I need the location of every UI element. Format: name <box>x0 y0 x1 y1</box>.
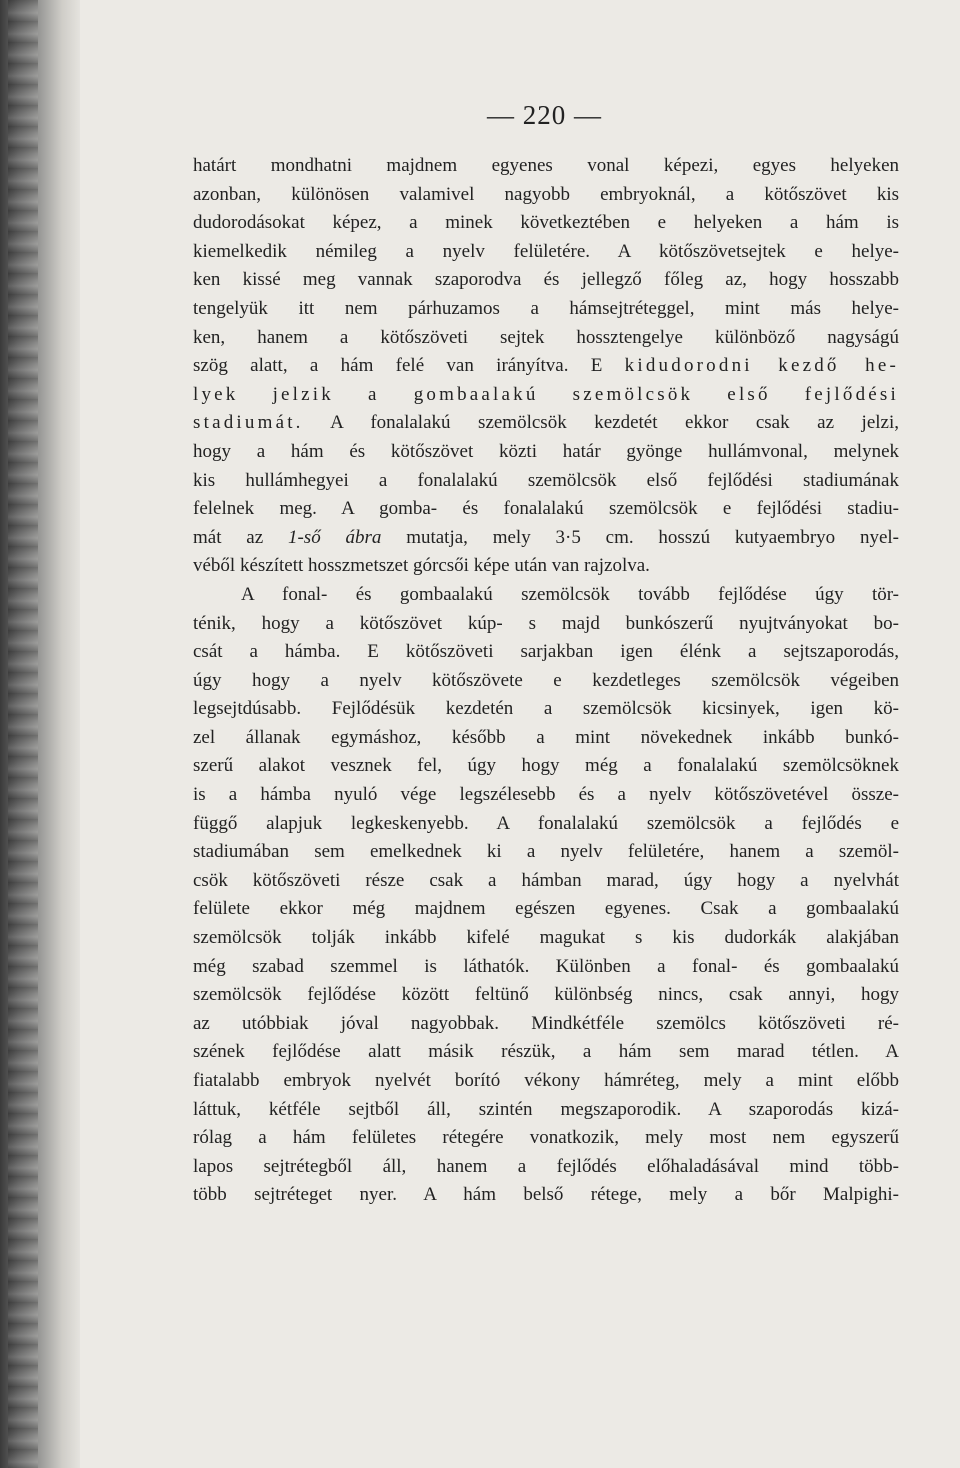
text-line: rólag a hám felületes rétegére vonatkozik, mely most nem egyszerű <box>193 1127 899 1149</box>
text-line: legsejtdúsabb. Fejlődésük kezdetén a szemölcsök kicsinyek, igen kö- <box>193 698 899 720</box>
text-line: csát a hámba. E kötőszöveti sarjakban igen élénk a sejtszaporodás, <box>193 641 899 663</box>
text-line: tengelyük itt nem párhuzamos a hámsejtréteggel, mint más helye- <box>193 297 899 319</box>
text-line: még szabad szemmel is láthatók. Különben a fonal- és gombaalakú <box>193 955 899 977</box>
text-line: felülete ekkor még majdnem egészen egyenes. Csak a gombaalakú <box>193 898 899 920</box>
text-line-spaced: lyek jelzik a gombaalakú szemölcsök első fejlődési <box>193 383 899 405</box>
page-number: — 220 — <box>487 100 602 130</box>
text-line: úgy hogy a nyelv kötőszövete e kezdetleges szemölcsök végeiben <box>193 669 899 691</box>
text-line: szög alatt, a hám felé van irányítva. E kidudorodni kezdő he- <box>193 355 899 377</box>
text-line: véből készített hosszmetszet górcsői képe után van rajzolva. <box>193 555 650 577</box>
text-line: ken, hanem a kötőszöveti sejtek hossztengelye különböző nagyságú <box>193 326 899 348</box>
text-line: fiatalabb embryok nyelvét borító vékony hámréteg, mely a mint előbb <box>193 1070 899 1091</box>
text-line: hogy a hám és kötőszövet közti határ gyönge hullámvonal, melynek <box>193 440 899 462</box>
text-line: függő alapjuk legkeskenyebb. A fonalalakú szemölcsök a fejlődés e <box>193 812 899 834</box>
text-line: stadiumát. A fonalalakú szemölcsök kezdetét ekkor csak az jelzi, <box>193 412 899 434</box>
text-line: határt mondhatni majdnem egyenes vonal képezi, egyes helyeken <box>193 155 899 176</box>
spaced-emphasis: kidudorodni kezdő he- <box>624 355 899 377</box>
text-line: szemölcsök tolják inkább kifelé magukat s kis dudorkák alakjában <box>193 927 899 949</box>
text-line: mát az 1-ső ábra mutatja, mely 3·5 cm. hosszú kutyaembryo nyel- <box>193 526 899 548</box>
text-line: zel állanak egymáshoz, később a mint növekednek inkább bunkó- <box>193 726 899 748</box>
figure-reference: 1-ső ábra <box>287 526 382 548</box>
text-line: szének fejlődése alatt másik részük, a hám sem marad tétlen. A <box>193 1041 899 1063</box>
text-line: dudorodásokat képez, a minek következtében e helyeken a hám is <box>193 212 899 234</box>
text-line: felelnek meg. A gomba- és fonalalakú szemölcsök e fejlődési stadiu- <box>193 498 899 520</box>
text-line: ken kissé meg vannak szaporodva és jellegző főleg az, hogy hosszabb <box>193 269 899 291</box>
text-line: ténik, hogy a kötőszövet kúp- s majd bunkószerű nyujtványokat bo- <box>193 612 899 634</box>
text-line: kis hullámhegyei a fonalalakú szemölcsök első fejlődési stadiumának <box>193 469 899 491</box>
text-line: szemölcsök fejlődése között feltünő különbség nincs, csak annyi, hogy <box>193 984 899 1006</box>
text-line: az utóbbiak jóval nagyobbak. Mindkétféle szemölcs kötőszöveti ré- <box>193 1012 899 1034</box>
book-spine <box>0 0 80 1468</box>
spaced-emphasis: stadiumát. <box>193 412 304 434</box>
text-line: csök kötőszöveti része csak a hámban marad, úgy hogy a nyelvhát <box>193 869 899 891</box>
text-line: A fonal- és gombaalakú szemölcsök tovább fejlődése úgy tör- <box>241 583 899 605</box>
text-line: stadiumában sem emelkednek ki a nyelv felületére, hanem a szemöl- <box>193 841 899 863</box>
text-line: kiemelkedik némileg a nyelv felületére. A kötőszövetsejtek e helye- <box>193 240 899 262</box>
text-line: lapos sejtrétegből áll, hanem a fejlődés előhaladásával mind több- <box>193 1155 899 1177</box>
text-line: láttuk, kétféle sejtből áll, szintén megszaporodik. A szaporodás kizá- <box>193 1098 899 1120</box>
text-line: is a hámba nyuló vége legszélesebb és a nyelv kötőszövetével össze- <box>193 784 899 806</box>
body-text <box>193 152 899 1210</box>
text-line: több sejtréteget nyer. A hám belső rétege, mely a bőr Malpighi- <box>193 1184 899 1206</box>
text-line: szerű alakot vesznek fel, úgy hogy még a fonalalakú szemölcsöknek <box>193 755 899 777</box>
text-line: azonban, különösen valamivel nagyobb embryoknál, a kötőszövet kis <box>193 183 899 205</box>
